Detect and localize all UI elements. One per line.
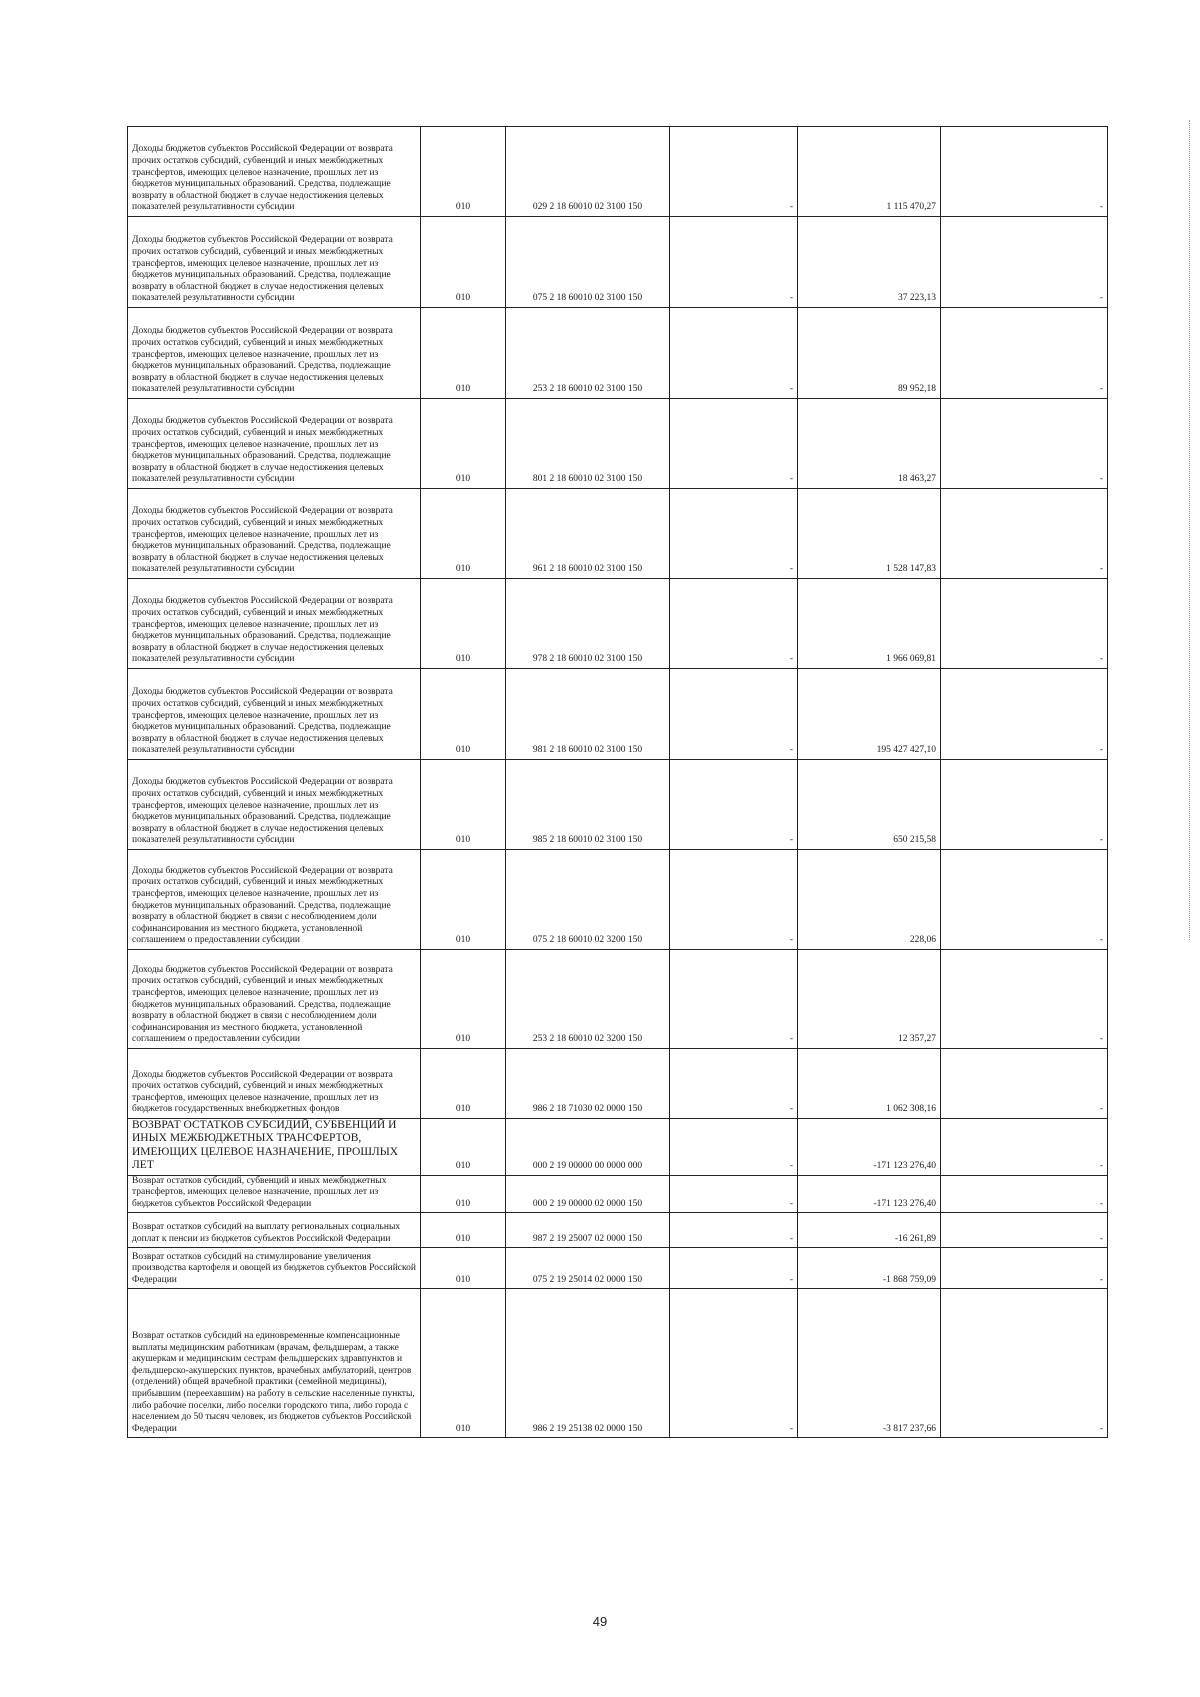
- row-value1-cell: -: [670, 308, 798, 399]
- row-value3-cell: -: [941, 1049, 1108, 1119]
- row-value2-cell: 650 215,58: [798, 760, 941, 850]
- row-value2-cell: -1 868 759,09: [798, 1248, 941, 1289]
- row-code-cell: 010: [421, 1289, 506, 1438]
- row-code-cell: 010: [421, 760, 506, 850]
- row-value2-cell: 195 427 427,10: [798, 669, 941, 760]
- row-value1-cell: -: [670, 950, 798, 1049]
- row-value1-cell: -: [670, 579, 798, 669]
- row-value3-cell: -: [941, 850, 1108, 950]
- row-code-cell: 010: [421, 1119, 506, 1176]
- row-value2-cell: -3 817 237,66: [798, 1289, 941, 1438]
- income-table: [127, 126, 1108, 1438]
- row-value3-cell: -: [941, 1175, 1108, 1213]
- row-value2-cell: 228,06: [798, 850, 941, 950]
- row-kbk-cell: 987 2 19 25007 02 0000 150: [506, 1213, 670, 1248]
- row-kbk-cell: 075 2 19 25014 02 0000 150: [506, 1248, 670, 1289]
- row-name-cell: Возврат остатков субсидий на стимулирование увеличения производства картофеля и овощей из бюджетов субъектов Российской Федерации: [128, 1248, 421, 1289]
- row-code-cell: 010: [421, 489, 506, 579]
- table-row: [128, 1175, 1108, 1213]
- row-kbk-cell: 985 2 18 60010 02 3100 150: [506, 760, 670, 850]
- row-value1-cell: -: [670, 1049, 798, 1119]
- row-code-cell: 010: [421, 950, 506, 1049]
- table-row: [128, 579, 1108, 669]
- row-kbk-cell: 986 2 19 25138 02 0000 150: [506, 1289, 670, 1438]
- table-row: [128, 1119, 1108, 1176]
- row-code-cell: 010: [421, 1175, 506, 1213]
- row-kbk-cell: 253 2 18 60010 02 3100 150: [506, 308, 670, 399]
- row-kbk-cell: 981 2 18 60010 02 3100 150: [506, 669, 670, 760]
- row-name-cell: Доходы бюджетов субъектов Российской Федерации от возврата прочих остатков субсидий, субвенций и иных межбюджетных трансфертов, имеющих целевое назначение, прошлых лет из бюджетов муниципальных образований. Средства, подлежащие возврату в областной бюджет в случае недостижения целевых показателей результативности субсидии: [128, 217, 421, 308]
- row-value1-cell: -: [670, 399, 798, 489]
- row-value2-cell: -16 261,89: [798, 1213, 941, 1248]
- table-body: [128, 127, 1108, 1438]
- row-code-cell: 010: [421, 308, 506, 399]
- row-code-cell: 010: [421, 127, 506, 217]
- row-kbk-cell: 075 2 18 60010 02 3100 150: [506, 217, 670, 308]
- table-row: [128, 217, 1108, 308]
- row-value1-cell: -: [670, 217, 798, 308]
- row-code-cell: 010: [421, 1049, 506, 1119]
- row-value3-cell: -: [941, 217, 1108, 308]
- row-kbk-cell: 000 2 19 00000 00 0000 000: [506, 1119, 670, 1176]
- row-name-cell: Доходы бюджетов субъектов Российской Федерации от возврата прочих остатков субсидий, субвенций и иных межбюджетных трансфертов, имеющих целевое назначение, прошлых лет из бюджетов муниципальных образований. Средства, подлежащие возврату в областной бюджет в случае недостижения целевых показателей результативности субсидии: [128, 760, 421, 850]
- row-code-cell: 010: [421, 399, 506, 489]
- row-value2-cell: 1 115 470,27: [798, 127, 941, 217]
- row-value1-cell: -: [670, 1119, 798, 1176]
- row-value3-cell: -: [941, 1248, 1108, 1289]
- row-value3-cell: -: [941, 308, 1108, 399]
- row-code-cell: 010: [421, 850, 506, 950]
- row-value2-cell: -171 123 276,40: [798, 1175, 941, 1213]
- row-value1-cell: -: [670, 1248, 798, 1289]
- row-name-cell: Возврат остатков субсидий на единовременные компенсационные выплаты медицинским работникам (врачам, фельдшерам, а также акушеркам и медицинским сестрам фельдшерских здравпунктов и фельдшерско-акушерских пунктов, врачебных амбулаторий, центров (отделений) общей врачебной практики (семейной медицины), прибывшим (переехавшим) на работу в сельские населенные пункты, либо рабочие поселки, либо поселки городского типа, либо города с населением до 50 тысяч человек, из бюджетов субъектов Российской Федерации: [128, 1289, 421, 1438]
- row-value2-cell: 1 966 069,81: [798, 579, 941, 669]
- row-kbk-cell: 000 2 19 00000 02 0000 150: [506, 1175, 670, 1213]
- row-kbk-cell: 075 2 18 60010 02 3200 150: [506, 850, 670, 950]
- table-row: [128, 950, 1108, 1049]
- row-value2-cell: 12 357,27: [798, 950, 941, 1049]
- table-row: [128, 1213, 1108, 1248]
- row-name-cell: ВОЗВРАТ ОСТАТКОВ СУБСИДИЙ, СУБВЕНЦИЙ И ИНЫХ МЕЖБЮДЖЕТНЫХ ТРАНСФЕРТОВ, ИМЕЮЩИХ ЦЕЛЕВОЕ НАЗНАЧЕНИЕ, ПРОШЛЫХ ЛЕТ: [128, 1119, 421, 1176]
- row-kbk-cell: 961 2 18 60010 02 3100 150: [506, 489, 670, 579]
- row-value2-cell: -171 123 276,40: [798, 1119, 941, 1176]
- row-value3-cell: -: [941, 950, 1108, 1049]
- row-value3-cell: -: [941, 579, 1108, 669]
- table-row: [128, 399, 1108, 489]
- row-value3-cell: -: [941, 669, 1108, 760]
- row-name-cell: Доходы бюджетов субъектов Российской Федерации от возврата прочих остатков субсидий, субвенций и иных межбюджетных трансфертов, имеющих целевое назначение, прошлых лет из бюджетов муниципальных образований. Средства, подлежащие возврату в областной бюджет в случае недостижения целевых показателей результативности субсидии: [128, 489, 421, 579]
- row-value3-cell: -: [941, 1119, 1108, 1176]
- row-kbk-cell: 029 2 18 60010 02 3100 150: [506, 127, 670, 217]
- row-value1-cell: -: [670, 1175, 798, 1213]
- row-kbk-cell: 986 2 18 71030 02 0000 150: [506, 1049, 670, 1119]
- row-value2-cell: 89 952,18: [798, 308, 941, 399]
- row-kbk-cell: 253 2 18 60010 02 3200 150: [506, 950, 670, 1049]
- table-row: [128, 1248, 1108, 1289]
- row-kbk-cell: 801 2 18 60010 02 3100 150: [506, 399, 670, 489]
- row-value2-cell: 1 062 308,16: [798, 1049, 941, 1119]
- row-value1-cell: -: [670, 669, 798, 760]
- table-row: [128, 1049, 1108, 1119]
- row-value2-cell: 1 528 147,83: [798, 489, 941, 579]
- table-row: [128, 489, 1108, 579]
- row-value3-cell: -: [941, 1213, 1108, 1248]
- row-name-cell: Доходы бюджетов субъектов Российской Федерации от возврата прочих остатков субсидий, субвенций и иных межбюджетных трансфертов, имеющих целевое назначение, прошлых лет из бюджетов муниципальных образований. Средства, подлежащие возврату в областной бюджет в случае недостижения целевых показателей результативности субсидии: [128, 669, 421, 760]
- table-row: [128, 760, 1108, 850]
- row-name-cell: Доходы бюджетов субъектов Российской Федерации от возврата прочих остатков субсидий, субвенций и иных межбюджетных трансфертов, имеющих целевое назначение, прошлых лет из бюджетов муниципальных образований. Средства, подлежащие возврату в областной бюджет в случае недостижения целевых показателей результативности субсидии: [128, 579, 421, 669]
- row-name-cell: Возврат остатков субсидий, субвенций и иных межбюджетных трансфертов, имеющих целевое назначение, прошлых лет из бюджетов субъектов Российской Федерации: [128, 1175, 421, 1213]
- row-name-cell: Доходы бюджетов субъектов Российской Федерации от возврата прочих остатков субсидий, субвенций и иных межбюджетных трансфертов, имеющих целевое назначение, прошлых лет из бюджетов муниципальных образований. Средства, подлежащие возврату в областной бюджет в случае недостижения целевых показателей результативности субсидии: [128, 127, 421, 217]
- row-code-cell: 010: [421, 579, 506, 669]
- row-value1-cell: -: [670, 489, 798, 579]
- row-value2-cell: 37 223,13: [798, 217, 941, 308]
- row-value3-cell: -: [941, 489, 1108, 579]
- page-number: 49: [592, 1614, 608, 1629]
- row-code-cell: 010: [421, 217, 506, 308]
- row-value1-cell: -: [670, 127, 798, 217]
- row-code-cell: 010: [421, 669, 506, 760]
- row-name-cell: Доходы бюджетов субъектов Российской Федерации от возврата прочих остатков субсидий, субвенций и иных межбюджетных трансфертов, имеющих целевое назначение, прошлых лет из бюджетов муниципальных образований. Средства, подлежащие возврату в областной бюджет в случае недостижения целевых показателей результативности субсидии: [128, 399, 421, 489]
- row-name-cell: Доходы бюджетов субъектов Российской Федерации от возврата прочих остатков субсидий, субвенций и иных межбюджетных трансфертов, имеющих целевое назначение, прошлых лет из бюджетов муниципальных образований. Средства, подлежащие возврату в областной бюджет в связи с несоблюдением доли софинансирования из местного бюджета, установленной соглашением о предоставлении субсидии: [128, 950, 421, 1049]
- row-value3-cell: -: [941, 1289, 1108, 1438]
- row-name-cell: Доходы бюджетов субъектов Российской Федерации от возврата прочих остатков субсидий, субвенций и иных межбюджетных трансфертов, имеющих целевое назначение, прошлых лет из бюджетов муниципальных образований. Средства, подлежащие возврату в областной бюджет в связи с несоблюдением доли софинансирования из местного бюджета, установленной соглашением о предоставлении субсидии: [128, 850, 421, 950]
- row-kbk-cell: 978 2 18 60010 02 3100 150: [506, 579, 670, 669]
- row-code-cell: 010: [421, 1213, 506, 1248]
- table-row: [128, 1289, 1108, 1438]
- row-value1-cell: -: [670, 1289, 798, 1438]
- row-name-cell: Возврат остатков субсидий на выплату региональных социальных доплат к пенсии из бюджетов субъектов Российской Федерации: [128, 1213, 421, 1248]
- row-value3-cell: -: [941, 127, 1108, 217]
- row-value3-cell: -: [941, 399, 1108, 489]
- row-code-cell: 010: [421, 1248, 506, 1289]
- row-name-cell: Доходы бюджетов субъектов Российской Федерации от возврата прочих остатков субсидий, субвенций и иных межбюджетных трансфертов, имеющих целевое назначение, прошлых лет из бюджетов муниципальных образований. Средства, подлежащие возврату в областной бюджет в случае недостижения целевых показателей результативности субсидии: [128, 308, 421, 399]
- row-value3-cell: -: [941, 760, 1108, 850]
- row-value1-cell: -: [670, 1213, 798, 1248]
- row-value2-cell: 18 463,27: [798, 399, 941, 489]
- table-row: [128, 669, 1108, 760]
- row-name-cell: Доходы бюджетов субъектов Российской Федерации от возврата прочих остатков субсидий, субвенций и иных межбюджетных трансфертов, имеющих целевое назначение, прошлых лет из бюджетов государственных внебюджетных фондов: [128, 1049, 421, 1119]
- row-value1-cell: -: [670, 850, 798, 950]
- row-value1-cell: -: [670, 760, 798, 850]
- table-row: [128, 308, 1108, 399]
- scan-margin-line: [1189, 120, 1190, 940]
- table-row: [128, 127, 1108, 217]
- table-row: [128, 850, 1108, 950]
